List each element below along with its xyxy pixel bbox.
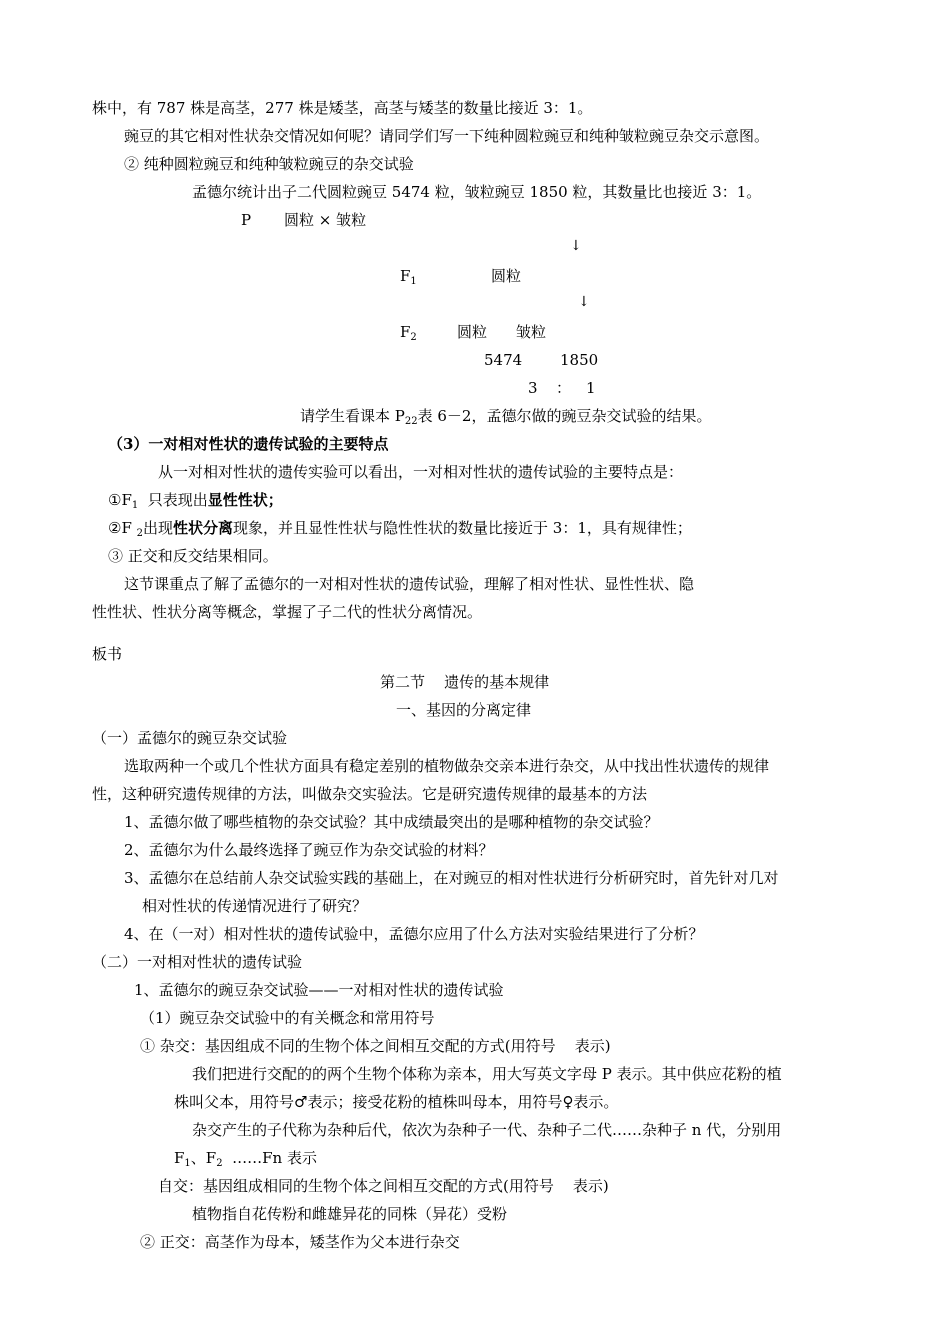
- ratio-left: 3: [528, 379, 538, 397]
- count-wrinkled: 1850: [560, 351, 599, 369]
- text-line: 性，这种研究遗传规律的方法，叫做杂交实验法。它是研究遗传规律的最基本的方法: [92, 785, 648, 803]
- feature-text: 只表现出: [138, 491, 208, 509]
- parent-cross: 圆粒 × 皱粒: [284, 211, 367, 229]
- text-line: 植物指自花传粉和雌雄异花的同株（异花）受粉: [192, 1205, 508, 1223]
- f1-letter: F: [400, 267, 411, 285]
- subscript: 2: [216, 1158, 223, 1169]
- text-fragment: ……Fn 表示: [222, 1149, 317, 1167]
- text-line: 豌豆的其它相对性状杂交情况如何呢？请同学们写一下纯种圆粒豌豆和纯种皱粒豌豆杂交示意图。: [124, 127, 770, 145]
- feature-emphasis: 显性性状；: [207, 491, 283, 509]
- down-arrow-icon: ↓: [578, 294, 590, 310]
- subscript: 2: [136, 528, 143, 539]
- f1-phenotype: 圆粒: [491, 267, 522, 285]
- text-line: 性性状、性状分离等概念，掌握了子二代的性状分离情况。: [92, 603, 483, 621]
- text-line: 我们把进行交配的的两个生物个体称为亲本，用大写英文字母 P 表示。其中供应花粉的植: [192, 1065, 782, 1083]
- feature-item: ③ 正交和反交结果相同。: [108, 547, 278, 565]
- question-item: 4、在（一对）相对性状的遗传试验中，孟德尔应用了什么方法对实验结果进行了分析？: [124, 925, 704, 943]
- text-line: （1）豌豆杂交试验中的有关概念和常用符号: [140, 1009, 435, 1027]
- definition-forward: ② 正交：高茎作为母本，矮茎作为父本进行杂交: [140, 1233, 460, 1251]
- question-item: 相对性状的传递情况进行了研究？: [142, 897, 368, 915]
- f-letter: 、F: [190, 1149, 217, 1167]
- section-heading: （3）一对相对性状的遗传试验的主要特点: [108, 435, 389, 453]
- question-item: 2、孟德尔为什么最终选择了豌豆作为杂交试验的材料？: [124, 841, 494, 859]
- note-subscript: 22: [404, 416, 418, 427]
- question-item: 3、孟德尔在总结前人杂交试验实践的基础上，在对豌豆的相对性状进行分析研究时，首先针对几对: [124, 869, 779, 887]
- feature-item: [108, 518, 692, 544]
- text-line: 株中，有 787 株是高茎，277 株是矮茎，高茎与矮茎的数量比接近 3：1。: [92, 99, 593, 117]
- feature-marker: ①F: [108, 491, 132, 509]
- f2-wrinkled: 皱粒: [516, 323, 547, 341]
- textbook-note: [300, 406, 711, 432]
- feature-marker: ②F: [108, 519, 137, 537]
- feature-text: 现象，并且显性性状与隐性性状的数量比接近于 3：1，具有规律性；: [233, 519, 692, 537]
- ratio-colon: ：: [556, 379, 572, 397]
- text-line: ② 纯种圆粒豌豆和纯种皱粒豌豆的杂交试验: [124, 155, 414, 173]
- feature-emphasis: 性状分离: [173, 519, 234, 537]
- down-arrow-icon: ↓: [570, 238, 582, 254]
- text-line: 选取两种一个或几个性状方面具有稳定差别的植物做杂交亲本进行杂交，从中找出性状遗传的规律: [124, 757, 770, 775]
- text-line: 孟德尔统计出子二代圆粒豌豆 5474 粒，皱粒豌豆 1850 粒，其数量比也接近 3：1。: [192, 183, 762, 201]
- definition-cross: ① 杂交：基因组成不同的生物个体之间相互交配的方式(用符号 表示): [140, 1037, 611, 1055]
- board-label: 板书: [92, 645, 123, 663]
- text-line: 这节课重点了解了孟德尔的一对相对性状的遗传试验，理解了相对性状、显性性状、隐: [124, 575, 695, 593]
- text-line: 1、孟德尔的豌豆杂交试验——一对相对性状的遗传试验: [134, 981, 504, 999]
- text-line: 株叫父本，用符号♂表示；接受花粉的植株叫母本，用符号♀表示。: [174, 1093, 619, 1111]
- generation-p-label: P: [241, 211, 252, 229]
- feature-text: 出现: [143, 519, 174, 537]
- part-heading: （一）孟德尔的豌豆杂交试验: [92, 729, 288, 747]
- f-letter: F: [174, 1149, 185, 1167]
- f2-round: 圆粒: [457, 323, 488, 341]
- question-item: 1、孟德尔做了哪些植物的杂交试验？其中成绩最突出的是哪种植物的杂交试验？: [124, 813, 659, 831]
- note-post: 表 6－2，孟德尔做的豌豆杂交试验的结果。: [417, 407, 712, 425]
- text-line: [174, 1148, 317, 1174]
- f2-letter: F: [400, 323, 411, 341]
- part-heading: （二）一对相对性状的遗传试验: [92, 953, 303, 971]
- generation-f2-label: [400, 322, 417, 348]
- text-line: 杂交产生的子代称为杂种后代，依次为杂种子一代、杂种子二代……杂种子 n 代，分别用: [192, 1121, 782, 1139]
- f2-subscript: 2: [410, 332, 417, 343]
- subscript: 1: [184, 1158, 191, 1169]
- count-round: 5474: [484, 351, 523, 369]
- f1-subscript: 1: [410, 276, 417, 287]
- ratio-right: 1: [586, 379, 596, 397]
- text-line: 从一对相对性状的遗传实验可以看出，一对相对性状的遗传试验的主要特点是：: [158, 463, 684, 481]
- subscript: 1: [131, 500, 139, 511]
- board-title: 第二节 遗传的基本规律: [380, 673, 550, 691]
- feature-item: [108, 490, 283, 516]
- board-subtitle: 一、基因的分离定律: [396, 701, 532, 719]
- note-pre: 请学生看课本 P: [300, 407, 405, 425]
- definition-self: 自交：基因组成相同的生物个体之间相互交配的方式(用符号 表示): [158, 1177, 609, 1195]
- generation-f1-label: [400, 266, 417, 292]
